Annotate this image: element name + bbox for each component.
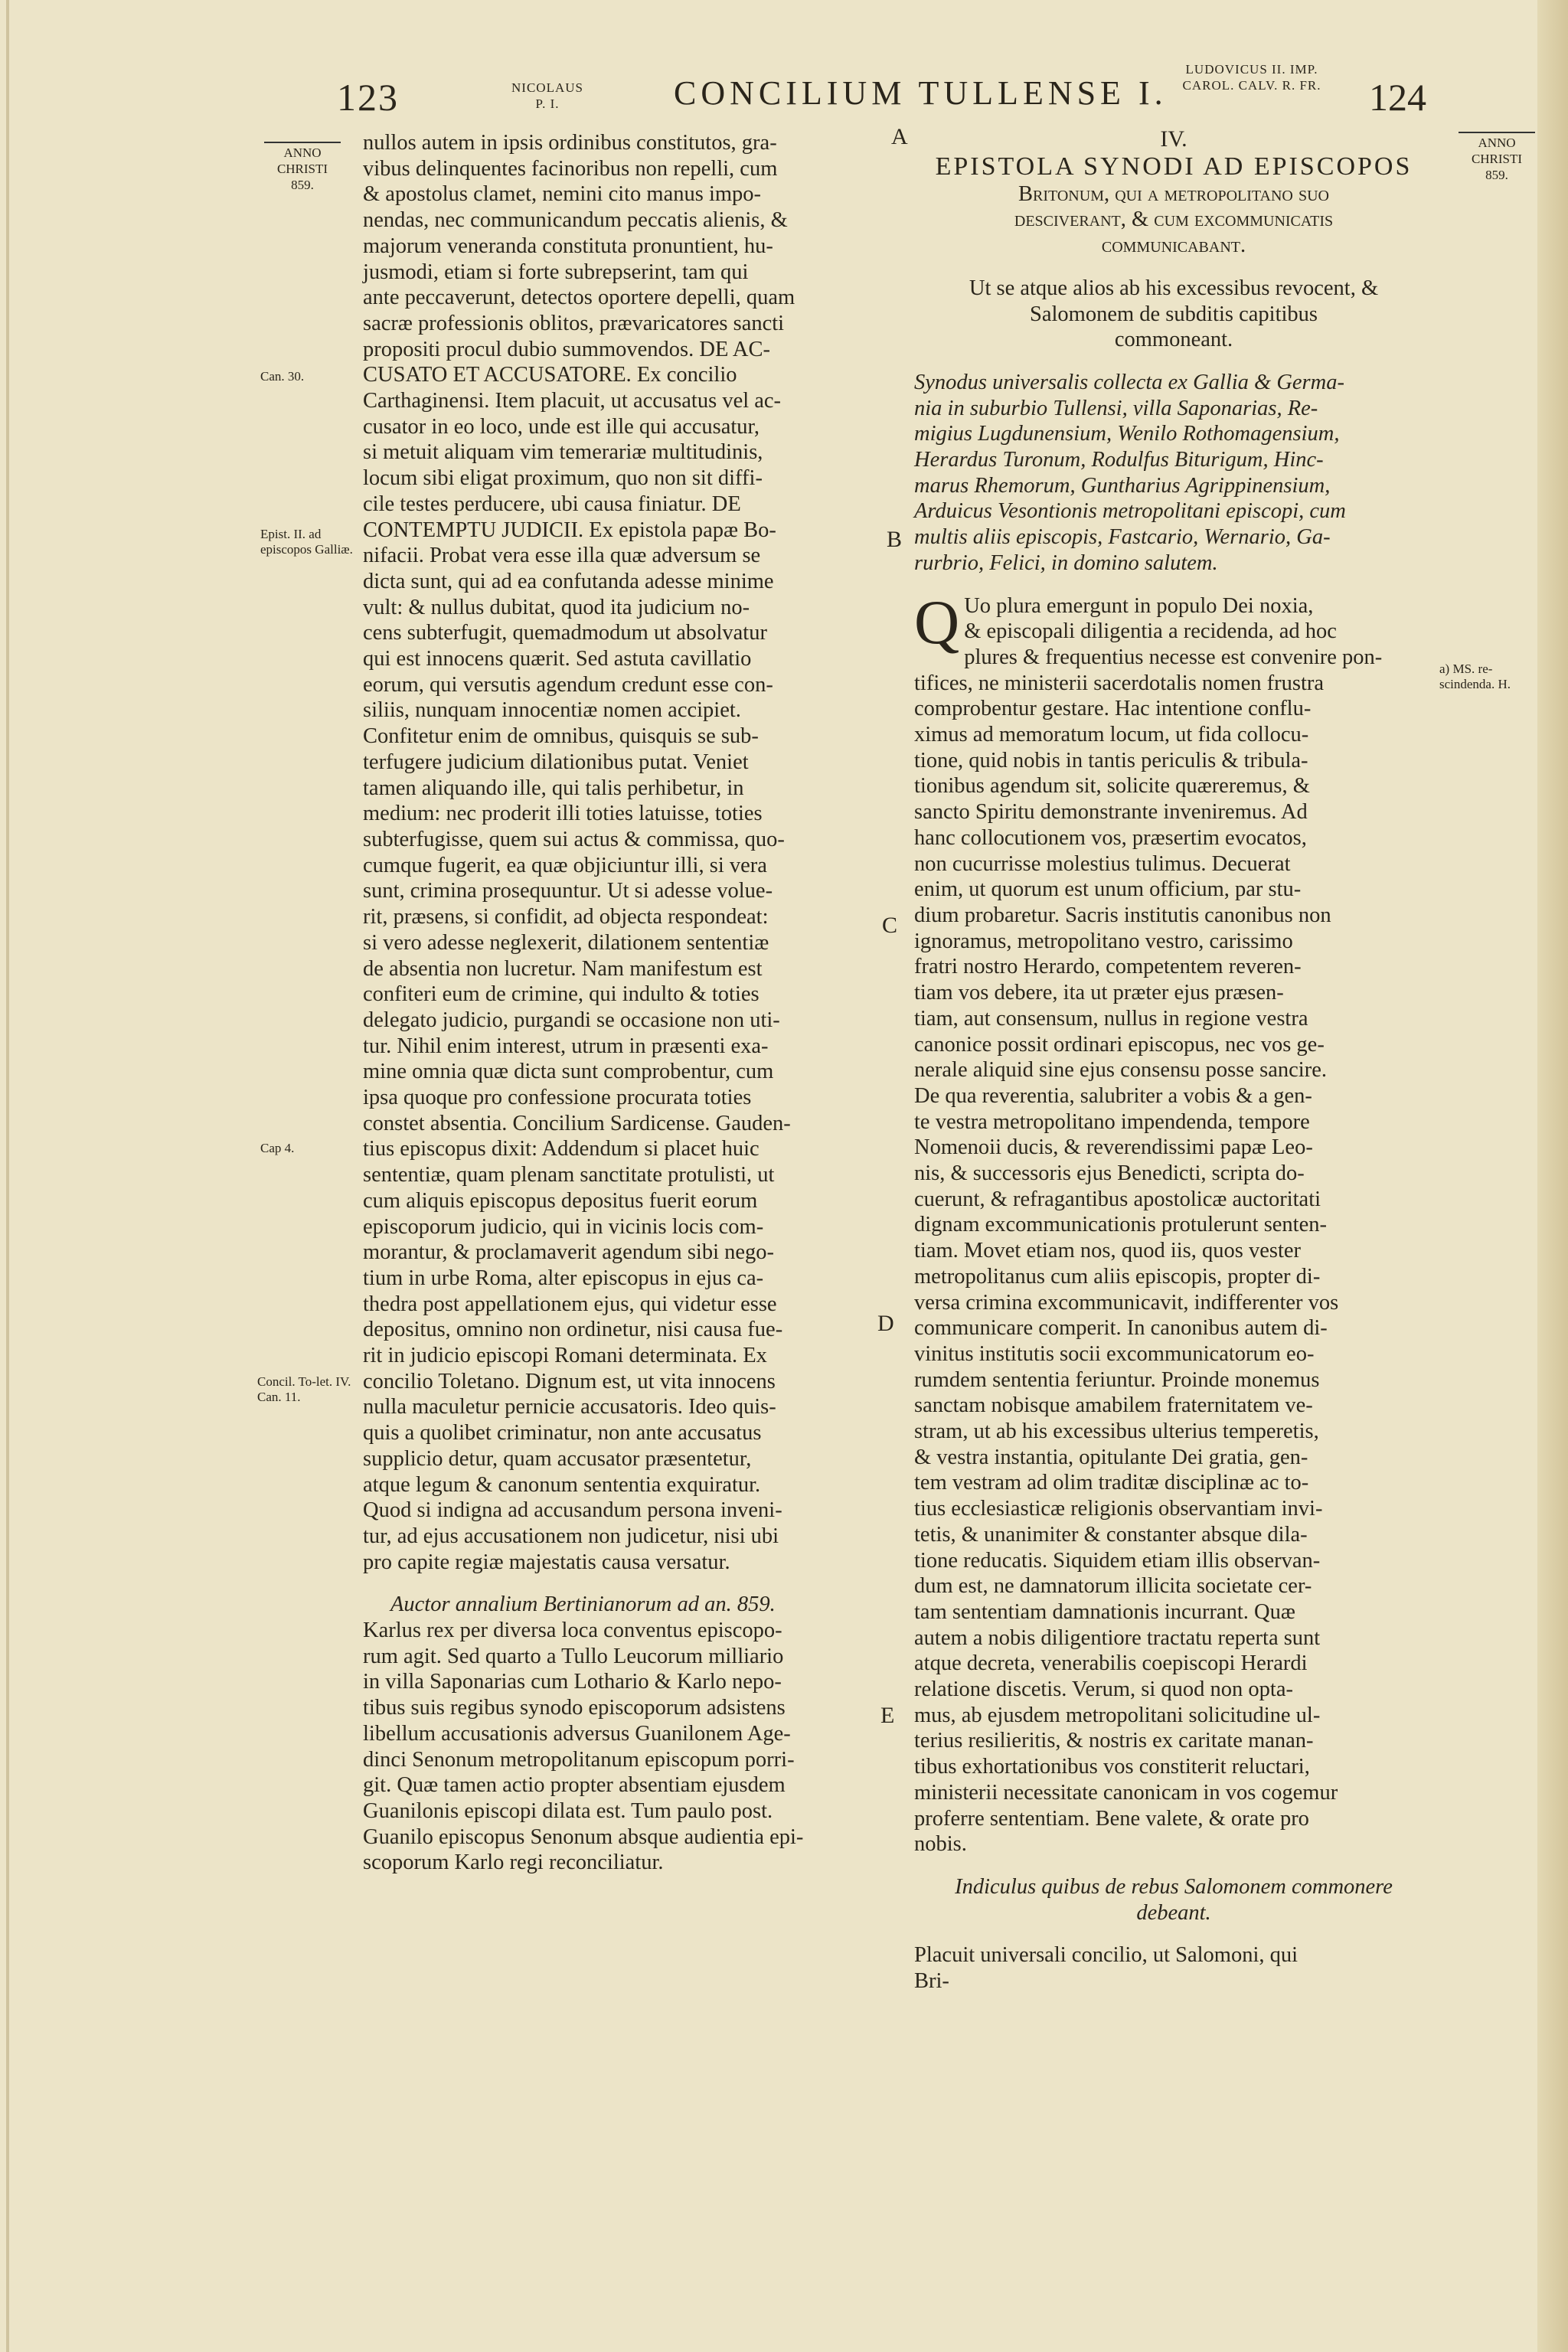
text-line: pro capite regiæ majestatis causa versatur. bbox=[363, 1550, 730, 1574]
epistola-summary bbox=[914, 276, 1433, 353]
text-line: si metuit aliquam vim temerariæ multitudinis, bbox=[363, 440, 763, 465]
text-line: Guanilonis episcopi dilata est. Tum paulo post. bbox=[363, 1799, 773, 1823]
text-line: mus, ab ejusdem metropolitani solicitudine ul- bbox=[914, 1703, 1321, 1727]
salutation-line: Arduicus Vesontionis metropolitani episcopi, cum bbox=[914, 499, 1346, 524]
text-line: terius resilieritis, & nostris ex caritate manan- bbox=[914, 1729, 1314, 1753]
drop-cap: Q bbox=[914, 586, 960, 657]
margin-note-manuscript bbox=[1439, 662, 1539, 692]
text-line: Bri- bbox=[914, 1969, 949, 1994]
text-line: ignoramus, metropolitano vestro, carissimo bbox=[914, 929, 1293, 953]
text-line: nulla maculetur pernicie accusatoris. Ideo quis- bbox=[363, 1395, 776, 1419]
text-line: canonice possit ordinari episcopus, nec vos ge- bbox=[914, 1032, 1325, 1057]
text-line: morantur, & proclamaverit agendum sibi nego- bbox=[363, 1240, 775, 1265]
left-column-text bbox=[363, 130, 868, 1575]
salutation-line: Synodus universalis collecta ex Gallia & Germa- bbox=[914, 370, 1344, 394]
text-line: git. Quæ tamen actio propter absentiam ejusdem bbox=[363, 1773, 786, 1798]
text-line: relatione discetis. Verum, si quod non opta- bbox=[914, 1677, 1293, 1702]
text-line: vibus delinquentes facinoribus non repelli, cum bbox=[363, 156, 778, 181]
text-line: concilio Toletano. Dignum est, ut vita innocens bbox=[363, 1369, 776, 1393]
auctor-text bbox=[363, 1618, 868, 1876]
text-line: cuerunt, & refragantibus apostolicæ auctoritati bbox=[914, 1187, 1321, 1211]
text-line: Karlus rex per diversa loca conventus episcopo- bbox=[363, 1619, 782, 1643]
text-line: fratri nostro Herardo, competentem reveren- bbox=[914, 955, 1302, 979]
text-line: rumdem sententia feriuntur. Proinde monemus bbox=[914, 1367, 1320, 1392]
section-number: IV. bbox=[1160, 126, 1187, 152]
text-line: dum est, ne damnatorum illicita societate cer- bbox=[914, 1574, 1312, 1599]
text-line: dignam excommunicationis protulerunt senten- bbox=[914, 1213, 1327, 1237]
running-head-left-line: P. I. bbox=[535, 96, 560, 111]
text-line: tium in urbe Roma, alter episcopus in ejus ca- bbox=[363, 1266, 764, 1290]
text-line: dium probaretur. Sacris institutis canonibus non bbox=[914, 903, 1331, 927]
text-line: nendas, nec communicandum peccatis alienis, & bbox=[363, 208, 788, 233]
anno-line: 859. bbox=[291, 178, 314, 192]
anno-line: ANNO bbox=[283, 145, 322, 160]
text-line: Nomenoii ducis, & reverendissimi papæ Leo- bbox=[914, 1135, 1313, 1160]
salutation-line: Herardus Turonum, Rodulfus Biturigum, Hinc- bbox=[914, 448, 1324, 472]
text-line: sancto Spiritu demonstrante inveniremus. Ad bbox=[914, 800, 1308, 825]
text-line: tamen aliquando ille, qui talis perhibetur, in bbox=[363, 776, 744, 800]
text-line: cile testes perducere, ubi causa finiatur. DE bbox=[363, 492, 741, 516]
margin-note-epistola: Epist. II. ad episcopos Galliæ. bbox=[260, 527, 353, 557]
text-line: tius ecclesiasticæ religionis observantiam invi- bbox=[914, 1497, 1323, 1521]
margin-note-concilium: Concil. To-let. IV. Can. 11. bbox=[257, 1374, 351, 1404]
margin-note-line: scindenda. H. bbox=[1439, 677, 1511, 691]
page-gutter bbox=[6, 0, 9, 2352]
text-line: tem vestram ad olim traditæ disciplinæ ac to- bbox=[914, 1471, 1309, 1495]
anno-rule bbox=[1459, 132, 1535, 133]
text-line: Guanilo episcopus Senonum absque audientia epi- bbox=[363, 1824, 804, 1849]
text-line: enim, ut quorum est unum officium, par stu- bbox=[914, 877, 1302, 902]
page-number-right: 124 bbox=[1369, 76, 1426, 119]
text-line: tiam, aut consensum, nullus in regione vestra bbox=[914, 1006, 1308, 1031]
text-line: De qua reverentia, salubriter a vobis & a gen- bbox=[914, 1083, 1312, 1108]
salutation-line: migius Lugdunensium, Wenilo Rothomagensium, bbox=[914, 422, 1340, 446]
text-line: dicta sunt, qui ad ea confutanda adesse minime bbox=[363, 569, 774, 593]
section-letter: D bbox=[877, 1311, 894, 1336]
salutation-line: rurbrio, Felici, in domino salutem. bbox=[914, 550, 1218, 575]
spacer bbox=[914, 353, 1433, 370]
text-line: ante peccaverunt, detectos oportere depelli, quam bbox=[363, 286, 795, 310]
text-line: in villa Saponarias cum Lothario & Karlo nepo- bbox=[363, 1670, 782, 1694]
indiculus-heading bbox=[914, 1874, 1433, 1926]
anno-line: CHRISTI bbox=[276, 162, 328, 176]
running-head-right bbox=[1156, 61, 1348, 93]
text-line: depositus, omnino non ordinetur, nisi causa fue- bbox=[363, 1318, 783, 1342]
anno-line: CHRISTI bbox=[1471, 152, 1523, 166]
text-line: ximus ad memoratum locum, ut fida collocu- bbox=[914, 723, 1309, 747]
right-column bbox=[914, 126, 1433, 1994]
section-letter: B bbox=[887, 527, 903, 552]
salutation-line: multis aliis episcopis, Fastcario, Wernario, Ga- bbox=[914, 525, 1331, 550]
text-line: Carthaginensi. Item placuit, ut accusatus vel ac- bbox=[363, 389, 782, 413]
text-line: delegato judicio, purgandi se occasione non uti- bbox=[363, 1008, 780, 1032]
text-line: tibus suis regibus synodo episcoporum adsistens bbox=[363, 1696, 786, 1720]
indiculus-line: Indiculus quibus de rebus Salomonem commonere bbox=[955, 1875, 1393, 1899]
text-line: cusator in eo loco, unde est ille qui accusatur, bbox=[363, 414, 760, 439]
salutation bbox=[914, 370, 1433, 577]
margin-note-cap: Cap 4. bbox=[260, 1141, 295, 1155]
summary-line: Salomonem de subditis capitibus bbox=[1029, 302, 1318, 326]
text-line: locum sibi eligat proximum, quo non sit diffi- bbox=[363, 466, 763, 491]
subtitle-line: desciverant, & cum excommunicatis bbox=[1014, 207, 1334, 232]
text-line: majorum veneranda constituta pronuntient, hu- bbox=[363, 234, 773, 258]
anno-christi-right bbox=[1455, 132, 1539, 183]
text-line: Placuit universali concilio, ut Salomoni, qui bbox=[914, 1943, 1298, 1968]
section-letter: A bbox=[891, 124, 908, 149]
spacer bbox=[914, 259, 1433, 276]
indiculus-line: debeant. bbox=[1136, 1900, 1211, 1925]
text-line: cum aliquis episcopus depositus fuerit eorum bbox=[363, 1188, 758, 1213]
next-page-edge bbox=[1537, 0, 1568, 2352]
summary-line: commoneant. bbox=[1114, 328, 1233, 352]
text-line: supplicio detur, quam accusator præsentetur, bbox=[363, 1446, 752, 1471]
subtitle-line: communicabant. bbox=[1101, 234, 1246, 258]
text-line: propositi procul dubio summovendos. DE AC- bbox=[363, 337, 770, 361]
spacer bbox=[914, 577, 1433, 593]
auctor-heading: Auctor annalium Bertinianorum ad an. 859. bbox=[390, 1592, 776, 1617]
spacer bbox=[363, 1575, 868, 1592]
text-line: nifacii. Probat vera esse illa quæ adversum se bbox=[363, 544, 761, 568]
text-line: & vestra instantia, opitulante Dei gratia, gen- bbox=[914, 1445, 1308, 1469]
text-line: scoporum Karlo regi reconciliatur. bbox=[363, 1851, 664, 1875]
text-line: vult: & nullus dubitat, quod ita judicium no- bbox=[363, 595, 750, 619]
salutation-line: marus Rhemorum, Guntharius Agrippinensium, bbox=[914, 473, 1331, 498]
text-line: atque legum & canonum sententia exquiratur. bbox=[363, 1472, 761, 1497]
text-line: ministerii necessitate canonicam in vos cogemur bbox=[914, 1780, 1338, 1805]
text-line: dinci Senonum metropolitanum episcopum porri- bbox=[363, 1747, 795, 1772]
salutation-line: nia in suburbio Tullensi, villa Saponarias, Re- bbox=[914, 396, 1318, 420]
text-line: tifices, ne ministerii sacerdotalis nomen frustra bbox=[914, 671, 1325, 695]
text-line: sententiæ, quam plenam sanctitate protulisti, ut bbox=[363, 1163, 775, 1187]
text-line: sanctam nobisque amabilem fraternitatem ve- bbox=[914, 1393, 1313, 1418]
epistola-body-text bbox=[914, 586, 1433, 1857]
text-line: nullos autem in ipsis ordinibus constitutos, gra- bbox=[363, 131, 777, 155]
text-line: versa crimina excommunicavit, indifferenter vos bbox=[914, 1290, 1339, 1315]
text-line: rit in judicio episcopi Romani determinata. Ex bbox=[363, 1344, 767, 1368]
text-line: te vestra metropolitano impendenda, tempore bbox=[914, 1109, 1310, 1134]
text-line: CUSATO ET ACCUSATORE. Ex concilio bbox=[363, 363, 737, 387]
text-line: qui est innocens quærit. Sed astuta cavillatio bbox=[363, 647, 752, 671]
text-line: libellum accusationis adversus Guanilonem Age- bbox=[363, 1721, 791, 1746]
text-line: comprobentur gestare. Hac intentione conflu- bbox=[914, 697, 1312, 721]
spacer bbox=[914, 1926, 1433, 1942]
text-line: cens subterfugit, quemadmodum ut absolvatur bbox=[363, 621, 767, 645]
text-line: episcoporum judicio, qui in vicinis locis com- bbox=[363, 1214, 764, 1239]
text-line: communicare comperit. In canonibus autem di- bbox=[914, 1316, 1328, 1341]
text-line: CONTEMPTU JUDICII. Ex epistola papæ Bo- bbox=[363, 518, 776, 542]
running-head-left bbox=[505, 80, 590, 112]
text-line: quis a quolibet criminatur, non ante accusatus bbox=[363, 1421, 762, 1446]
text-line: eorum, qui versutis agendum credunt esse con- bbox=[363, 672, 773, 697]
epistola-title: EPISTOLA SYNODI AD EPISCOPOS bbox=[935, 152, 1413, 181]
text-line: tionibus agendum sit, solicite quæreremus, & bbox=[914, 774, 1310, 799]
text-line: thedra post appellationem ejus, qui videtur esse bbox=[363, 1292, 777, 1316]
text-line: jusmodi, etiam si forte subrepserint, tam qui bbox=[363, 260, 749, 284]
subtitle-line: Britonum, qui a metropolitano suo bbox=[1018, 181, 1329, 206]
spacer bbox=[914, 1857, 1433, 1874]
text-line: sacræ professionis oblitos, prævaricatores sancti bbox=[363, 311, 785, 335]
text-line: metropolitanus cum aliis episcopis, propter di- bbox=[914, 1264, 1321, 1289]
margin-note-canon: Can. 30. bbox=[260, 369, 305, 384]
summary-line: Ut se atque alios ab his excessibus revocent, & bbox=[969, 276, 1379, 300]
text-line: plures & frequentius necesse est convenire pon- bbox=[964, 645, 1383, 669]
text-line: atque decreta, venerabilis coepiscopi Herardi bbox=[914, 1651, 1308, 1676]
section-letter: E bbox=[880, 1703, 895, 1728]
text-line: rum agit. Sed quarto a Tullo Leucorum milliario bbox=[363, 1644, 784, 1668]
text-line: de absentia non lucretur. Nam manifestum est bbox=[363, 956, 763, 981]
text-line: Quod si indigna ad accusandum persona inveni- bbox=[363, 1498, 782, 1523]
left-column bbox=[363, 130, 868, 1876]
text-line: mine omnia quæ dicta sunt comprobentur, cum bbox=[363, 1060, 774, 1084]
anno-christi-left bbox=[260, 142, 345, 193]
anno-line: 859. bbox=[1485, 168, 1508, 182]
text-line: tiam vos debere, ita ut præter ejus præsen- bbox=[914, 981, 1284, 1005]
text-line: confiteri eum de crimine, qui indulto & toties bbox=[363, 982, 760, 1007]
text-line: tur, ad ejus accusationem non judicetur, nisi ubi bbox=[363, 1524, 779, 1548]
text-line: siliis, nunquam innocentiæ nomen accipiet. bbox=[363, 698, 741, 723]
text-line: ipsa quoque pro confessione procurata toties bbox=[363, 1086, 752, 1110]
text-line: vinitus institutis socii excommunicatorum eo- bbox=[914, 1341, 1315, 1366]
text-line: & apostolus clamet, nemini cito manus impo- bbox=[363, 182, 762, 207]
text-line: tiam. Movet etiam nos, quod iis, quos vester bbox=[914, 1239, 1302, 1263]
text-line: non cucurrisse molestius tulimus. Decuerat bbox=[914, 851, 1291, 876]
text-line: tione reducatis. Siquidem etiam illis observan- bbox=[914, 1548, 1321, 1573]
final-paragraph bbox=[914, 1942, 1433, 1994]
text-line: rit, præsens, si confidit, ad objecta respondeat: bbox=[363, 905, 769, 929]
anno-rule bbox=[264, 142, 341, 143]
margin-note-line: a) MS. re- bbox=[1439, 662, 1493, 676]
text-line: subterfugisse, quem sui actus & commissa, quo- bbox=[363, 827, 785, 851]
text-line: tam sententiam damnationis incurrant. Quæ bbox=[914, 1599, 1295, 1624]
text-line: tetis, & unanimiter & constanter absque dila- bbox=[914, 1522, 1308, 1547]
epistola-body bbox=[914, 586, 1433, 1857]
text-line: tione, quid nobis in tantis periculis & tribula- bbox=[914, 748, 1308, 773]
text-line: tur. Nihil enim interest, utrum in præsenti exa- bbox=[363, 1034, 769, 1058]
text-line: terfugere judicium dilationibus putat. Veniet bbox=[363, 750, 749, 774]
page-number-left: 123 bbox=[337, 76, 399, 119]
text-line: si vero adesse neglexerit, dilationem sententiæ bbox=[363, 930, 769, 955]
text-line: proferre sententiam. Bene valete, & orate pro bbox=[914, 1806, 1309, 1831]
text-line: medium: nec proderit illi toties latuisse, toties bbox=[363, 802, 763, 826]
text-line: Confitetur enim de omnibus, quisquis se sub- bbox=[363, 724, 759, 749]
text-line: & episcopali diligentia a recidenda, ad hoc bbox=[964, 619, 1337, 644]
anno-line: ANNO bbox=[1478, 136, 1516, 150]
text-line: stram, ut ab his excessibus ulterius temperetis, bbox=[914, 1419, 1319, 1444]
text-line: Uo plura emergunt in populo Dei noxia, bbox=[964, 593, 1314, 618]
running-head-right-line: CAROL. CALV. R. FR. bbox=[1182, 78, 1321, 93]
running-head-left-line: NICOLAUS bbox=[511, 80, 583, 95]
text-line: hanc collocutionem vos, præsertim evocatos, bbox=[914, 825, 1307, 850]
text-line: nis, & successoris ejus Benedicti, scripta do- bbox=[914, 1161, 1305, 1186]
text-line: autem a nobis diligentiore tractatu reperta sunt bbox=[914, 1625, 1321, 1650]
epistola-subtitle bbox=[914, 181, 1433, 259]
text-line: nobis. bbox=[914, 1832, 967, 1857]
text-line: tibus exhortationibus vos constiterit reluctari, bbox=[914, 1755, 1310, 1779]
text-line: tius episcopus dixit: Addendum si placet huic bbox=[363, 1137, 760, 1161]
section-letter: C bbox=[882, 913, 898, 938]
page-title: CONCILIUM TULLENSE I. bbox=[674, 74, 1168, 112]
text-line: constet absentia. Concilium Sardicense. Gauden- bbox=[363, 1111, 791, 1135]
text-line: nerale aliquid sine ejus consensu posse sancire. bbox=[914, 1058, 1327, 1083]
running-head-right-line: LUDOVICUS II. IMP. bbox=[1185, 62, 1318, 77]
text-line: cumque fugerit, ea quæ objiciuntur illi, si vera bbox=[363, 853, 767, 877]
text-line: sunt, crimina prosequuntur. Ut si adesse volue- bbox=[363, 879, 773, 903]
